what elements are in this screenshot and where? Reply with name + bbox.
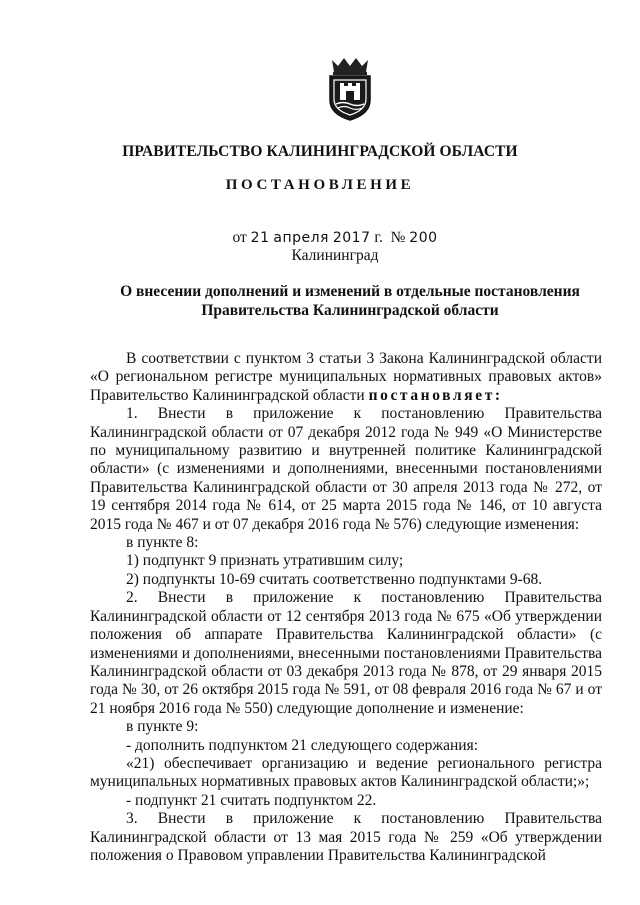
paragraph-item-1-point: в пункте 8: bbox=[126, 534, 199, 552]
year-suffix: г. bbox=[374, 229, 383, 246]
subject-line-2: Правительства Калининградской области bbox=[201, 302, 499, 319]
kaliningrad-coat-of-arms-icon bbox=[324, 56, 376, 122]
government-title: ПРАВИТЕЛЬСТВО КАЛИНИНГРАДСКОЙ ОБЛАСТИ bbox=[122, 143, 518, 160]
preamble-text: В соответствии с пунктом 3 статьи 3 Закона Калининградской области «О региональном регистре муниципальных нормативных правовых актов» Правительство Калининградской области bbox=[90, 350, 602, 404]
paragraph-item-2: 2. Внести в приложение к постановлению Правительства Калининградской области от 12 сентября 2013 года № 675 «Об утверждении положения об аппарате Правительства Калининградской области» (с изменениями и дополнениями, внесенными постановлениями Правительства Калининградской области от 03 декабря 2013 года № 878, от 29 января 2015 года № 30, от 26 октября 2015 года № 591, от 08 февраля 2016 года № 67 и от 21 ноября 2016 года № 550) следующие дополнение и изменение: bbox=[90, 589, 602, 717]
paragraph-item-1-sub-2: 2) подпункты 10-69 считать соответственно подпунктами 9-68. bbox=[126, 570, 543, 588]
paragraph-item-3: 3. Внести в приложение к постановлению Правительства Калининградской области от 13 мая 2015 года № 259 «Об утверждении положения о Правовом управлении Правительства Калининградской bbox=[90, 810, 602, 864]
resolves-word: постановляет: bbox=[368, 386, 503, 404]
paragraph-item-1: 1. Внести в приложение к постановлению Правительства Калининградской области от 07 декабря 2012 года № 949 «О Министерстве по муниципальному развитию и внутренней политике Калининградской области» (с изменениями и дополнениями, внесенными постановлениями Правительства Калининградской области от 30 апреля 2013 года № 272, от 19 сентября 2014 года № 614, от 25 марта 2015 года № 146, от 10 августа 2015 года № 467 и от 07 декабря 2016 года № 576) следующие изменения: bbox=[90, 405, 602, 533]
document-type: ПОСТАНОВЛЕНИЕ bbox=[225, 177, 415, 193]
city: Калининград bbox=[291, 247, 379, 264]
date-prefix: от bbox=[232, 229, 247, 246]
date-month: апреля bbox=[273, 230, 329, 246]
paragraph-preamble bbox=[90, 350, 602, 405]
paragraph-item-2-sub-1: - дополнить подпунктом 21 следующего содержания: bbox=[126, 736, 479, 754]
number-sign: № bbox=[390, 229, 406, 246]
document-number: 200 bbox=[409, 230, 438, 246]
paragraph-item-2-sub-2: - подпункт 21 считать подпунктом 22. bbox=[126, 791, 377, 809]
date-year: 2017 bbox=[332, 230, 371, 246]
paragraph-item-1-sub-1: 1) подпункт 9 признать утратившим силу; bbox=[126, 552, 404, 570]
subject-line-1: О внесении дополнений и изменений в отдельные постановления bbox=[120, 283, 580, 300]
document-date-line bbox=[0, 229, 640, 247]
paragraph-item-2-quote: «21) обеспечивает организацию и ведение регионального регистра муниципальных нормативных правовых актов Калининградской области;»; bbox=[90, 754, 602, 791]
document-subject bbox=[90, 282, 610, 320]
document-body bbox=[90, 350, 602, 865]
paragraph-item-2-point: в пункте 9: bbox=[126, 718, 199, 736]
date-day: 21 bbox=[250, 230, 270, 246]
